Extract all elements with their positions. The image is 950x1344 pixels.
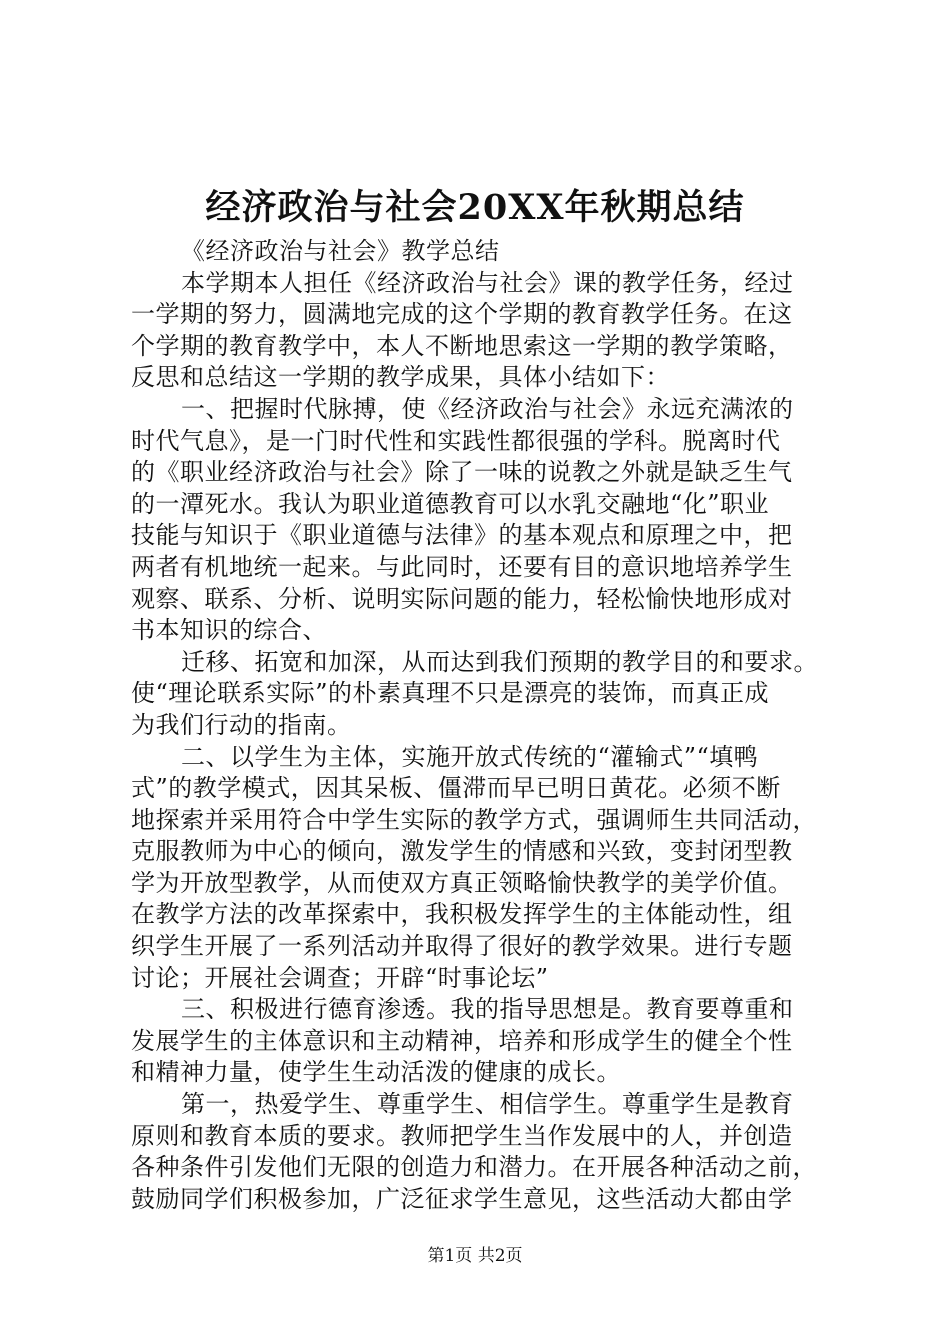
- paragraph-line: 时代气息》，是一门时代性和实践性都很强的学科。脱离时代: [131, 426, 781, 455]
- paragraph-line: 织学生开展了一系列活动并取得了很好的教学效果。进行专题: [131, 932, 793, 961]
- paragraph-line: 观察、联系、分析、说明实际问题的能力，轻松愉快地形成对: [131, 584, 793, 613]
- paragraph-line: 在教学方法的改革探索中，我积极发挥学生的主体能动性，组: [131, 900, 793, 929]
- paragraph-line: 原则和教育本质的要求。教师把学生当作发展中的人，并创造: [131, 1121, 793, 1150]
- paragraph-line: 一、把握时代脉搏，使《经济政治与社会》永远充满浓的: [181, 394, 794, 423]
- paragraph-line: 迁移、拓宽和加深，从而达到我们预期的教学目的和要求。: [181, 647, 818, 676]
- paragraph-line: 第一，热爱学生、尊重学生、相信学生。尊重学生是教育: [181, 1090, 794, 1119]
- paragraph-line: 两者有机地统一起来。与此同时，还要有目的意识地培养学生: [131, 552, 793, 581]
- paragraph-line: 个学期的教育教学中，本人不断地思索这一学期的教学策略，: [131, 331, 793, 360]
- paragraph-line: 式”的教学模式，因其呆板、僵滞而早已明日黄花。必须不断: [131, 774, 781, 803]
- paragraph-line: 和精神力量，使学生生动活泼的健康的成长。: [131, 1058, 621, 1087]
- paragraph-line: 技能与知识于《职业道德与法律》的基本观点和原理之中，把: [131, 521, 793, 550]
- page-number: 第1页 共2页: [427, 1246, 523, 1266]
- paragraph-line: 二、以学生为主体，实施开放式传统的“灌输式”“填鸭: [181, 742, 759, 771]
- document-title: 经济政治与社会20XX年秋期总结: [205, 187, 745, 228]
- paragraph-line: 鼓励同学们积极参加，广泛征求学生意见，这些活动大都由学: [131, 1184, 793, 1213]
- paragraph-line: 的《职业经济政治与社会》除了一味的说教之外就是缺乏生气: [131, 458, 793, 487]
- paragraph-line: 学为开放型教学，从而使双方真正领略愉快教学的美学价值。: [131, 868, 793, 897]
- paragraph-line: 地探索并采用符合中学生实际的教学方式，强调师生共同活动，: [131, 805, 817, 834]
- paragraph-line: 为我们行动的指南。: [131, 710, 352, 739]
- paragraph-line: 讨论；开展社会调查；开辟“时事论坛”: [131, 963, 549, 992]
- paragraph-line: 一学期的努力，圆满地完成的这个学期的教育教学任务。在这: [131, 300, 793, 329]
- paragraph-line: 书本知识的综合、: [131, 616, 327, 645]
- paragraph-line: 克服教师为中心的倾向，激发学生的情感和兴致，变封闭型教: [131, 837, 793, 866]
- paragraph-line: 三、积极进行德育渗透。我的指导思想是。教育要尊重和: [181, 995, 794, 1024]
- paragraph-line: 的一潭死水。我认为职业道德教育可以水乳交融地“化”职业: [131, 489, 770, 518]
- paragraph-line: 本学期本人担任《经济政治与社会》课的教学任务，经过: [181, 268, 794, 297]
- paragraph-line: 发展学生的主体意识和主动精神，培养和形成学生的健全个性: [131, 1026, 793, 1055]
- paragraph-line: 使“理论联系实际”的朴素真理不只是漂亮的装饰，而真正成: [131, 679, 770, 708]
- paragraph-line: 各种条件引发他们无限的创造力和潜力。在开展各种活动之前，: [131, 1153, 817, 1182]
- paragraph-line: 反思和总结这一学期的教学成果，具体小结如下：: [131, 363, 670, 392]
- paragraph-line: 《经济政治与社会》教学总结: [181, 237, 500, 265]
- document-body: [131, 236, 911, 1215]
